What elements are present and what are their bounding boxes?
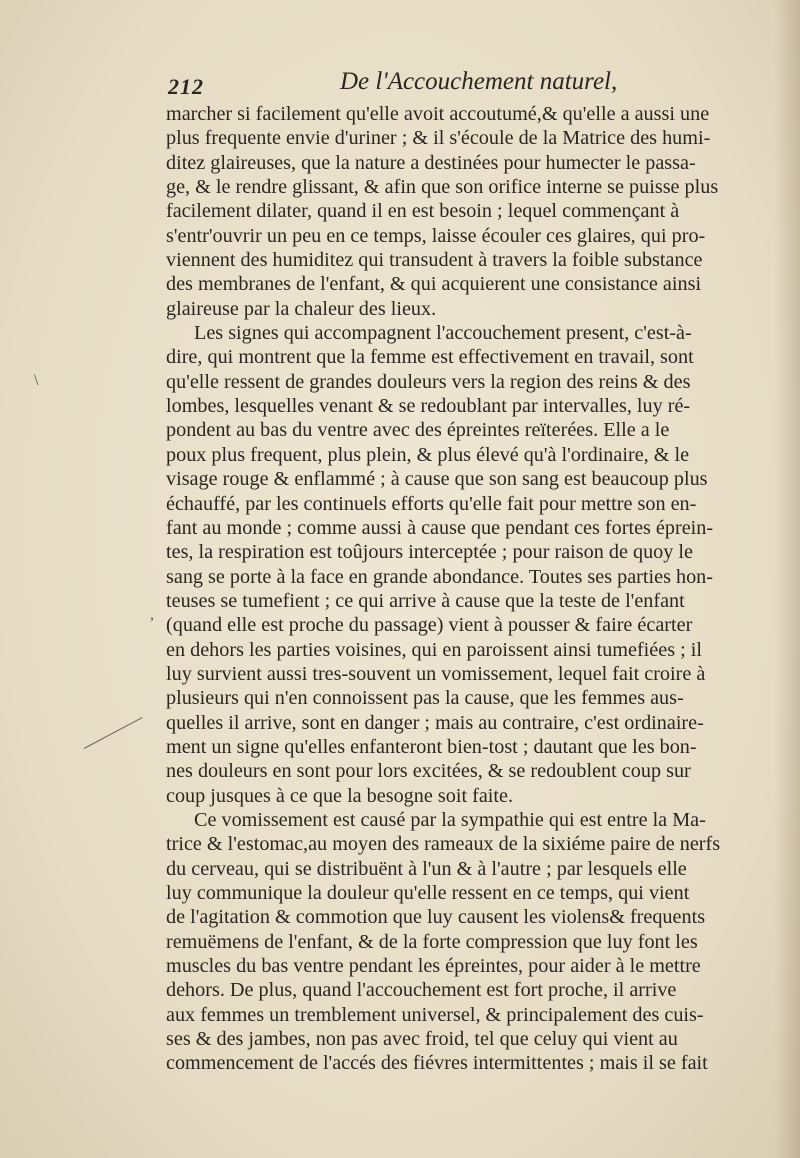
running-head: De l'Accouchement naturel, (340, 68, 618, 95)
text-line: échauffé, par les continuels efforts qu'elle fait pour mettre son en- (166, 492, 697, 515)
text-line: dire, qui montrent que la femme est effectivement en travail, sont (166, 346, 694, 369)
text-line: facilement dilater, quand il en est besoin ; lequel commençant à (166, 200, 680, 223)
text-line: viennent des humiditez qui transudent à travers la foible substance (166, 249, 703, 272)
text-line: dehors. De plus, quand l'accouchement est fort proche, il arrive (166, 979, 677, 1002)
text-line: ge, & le rendre glissant, & afin que son orifice interne se puisse plus (166, 176, 719, 199)
text-line: ditez glaireuses, que la nature a destinées pour humecter le passa- (166, 151, 696, 174)
margin-annotation-comma: , (150, 606, 154, 623)
text-line: s'entr'ouvrir un peu en ce temps, laisse écouler ces glaires, qui pro- (166, 224, 706, 247)
text-line: plus frequente envie d'uriner ; & il s'écoule de la Matrice des humi- (166, 127, 711, 150)
text-line: sang se porte à la face en grande abondance. Toutes ses parties hon- (166, 565, 713, 588)
text-line: commencement de l'accés des fiévres intermittentes ; mais il se fait (166, 1052, 708, 1075)
text-line: fant au monde ; comme aussi à cause que pendant ces fortes éprein- (166, 516, 714, 539)
text-line: plusieurs qui n'en connoissent pas la cause, que les femmes aus- (166, 687, 684, 710)
text-line: du cerveau, qui se distribuënt à l'un & à l'autre ; par lesquels elle (166, 857, 687, 880)
margin-annotation-backslash: \ (34, 372, 39, 389)
text-line: quelles il arrive, sont en danger ; mais au contraire, c'est ordinaire- (166, 711, 704, 734)
text-line: trice & l'estomac,au moyen des rameaux de la sixiéme paire de nerfs (166, 833, 721, 856)
text-line: teuses se tumefient ; ce qui arrive à cause que la teste de l'enfant (166, 589, 685, 612)
paragraph-start-line: Ce vomissement est causé par la sympathie qui est entre la Ma- (194, 808, 706, 831)
text-line: aux femmes un tremblement universel, & principalement des cuis- (166, 1003, 704, 1026)
text-line: ment un signe qu'elles enfanteront bien-tost ; dautant que les bon- (166, 735, 697, 758)
text-line: nes douleurs en sont pour lors excitées, & se redoublent coup sur (166, 760, 691, 783)
text-line: glaireuse par la chaleur des lieux. (166, 297, 437, 320)
page-header (168, 68, 708, 104)
text-line: lombes, lesquelles venant & se redoublant par intervalles, luy ré- (166, 395, 691, 418)
text-line: marcher si facilement qu'elle avoit accoutumé,& qu'elle a aussi une (166, 103, 710, 125)
text-line: coup jusques à ce que la besogne soit faite. (166, 784, 514, 807)
text-line: muscles du bas ventre pendant les épreintes, pour aider à le mettre (166, 955, 701, 978)
text-line: de l'agitation & commotion que luy causent les violens& frequents (166, 906, 706, 929)
text-line: en dehors les parties voisines, qui en paroissent ainsi tumefiées ; il (166, 638, 702, 661)
margin-pen-stroke (84, 717, 143, 749)
text-line: remuëmens de l'enfant, & de la forte compression que luy font les (166, 930, 698, 953)
text-line: visage rouge & enflammé ; à cause que son sang est beaucoup plus (166, 468, 708, 491)
body-text (166, 102, 794, 1076)
paragraph-start-line: Les signes qui accompagnent l'accouchement present, c'est-à- (194, 322, 692, 345)
text-line: qu'elle ressent de grandes douleurs vers la region des reins & des (166, 370, 691, 393)
text-line: luy communique la douleur qu'elle ressent en ce temps, qui vient (166, 882, 690, 904)
text-line: pondent au bas du ventre avec des épreintes reïterées. Elle a le (166, 419, 670, 442)
text-line: (quand elle est proche du passage) vient à pousser & faire écarter (166, 614, 693, 637)
text-line: ses & des jambes, non pas avec froid, tel que celuy qui vient au (166, 1028, 678, 1051)
text-line: luy survient aussi tres-souvent un vomissement, lequel fait croire à (166, 662, 706, 685)
text-line: poux plus frequent, plus plein, & plus élevé qu'à l'ordinaire, & le (166, 443, 690, 466)
text-line: des membranes de l'enfant, & qui acquierent une consistance ainsi (166, 273, 702, 296)
text-line: tes, la respiration est toûjours interceptée ; pour raison de quoy le (166, 541, 693, 564)
page-number: 212 (168, 74, 204, 99)
